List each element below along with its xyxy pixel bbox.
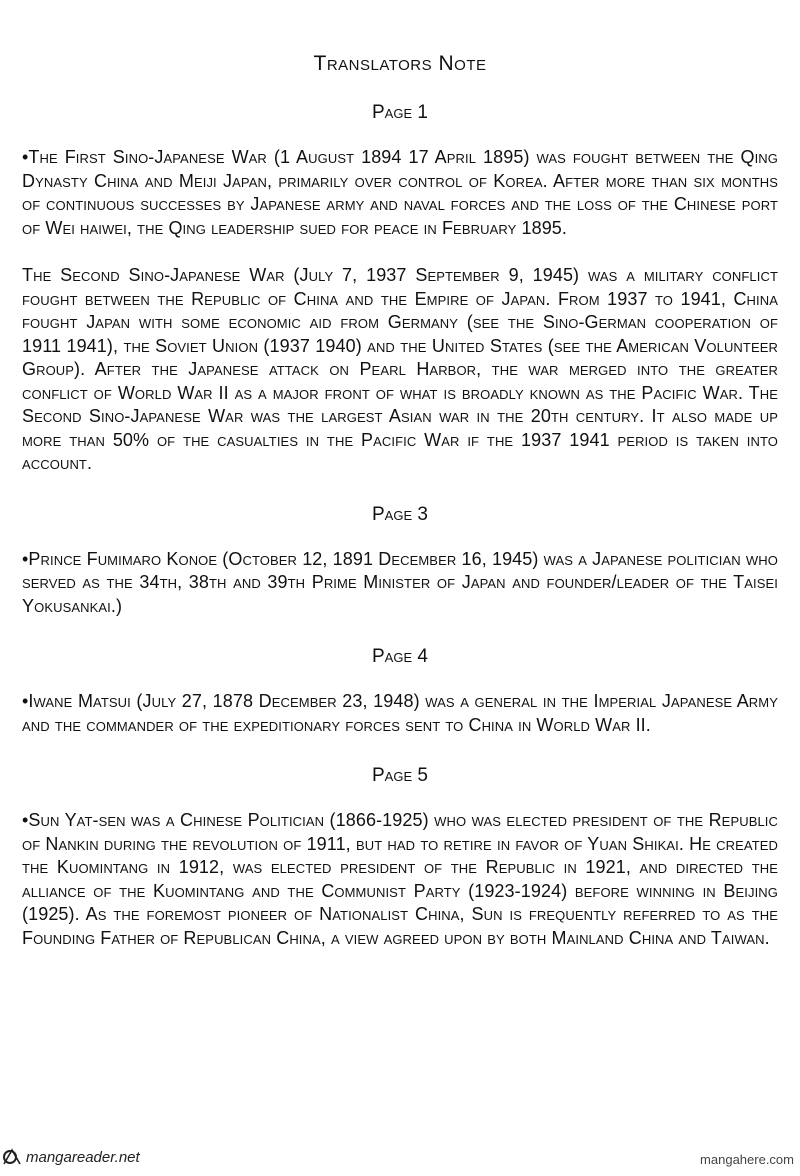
- section-heading: Page 4: [372, 646, 428, 667]
- section-page-4: [22, 646, 778, 737]
- section-page-1: [22, 102, 778, 476]
- watermark-left: [2, 1146, 140, 1168]
- section-paragraph: •Prince Fumimaro Konoe (October 12, 1891 December 16, 1945) was a Japanese politician who served as the 34th, 38th and 39th Prime Minister of Japan and founder/leader of the Taisei Yokusankai.): [22, 548, 778, 616]
- section-heading: Page 1: [372, 102, 428, 123]
- document-title: Translators Note: [313, 52, 487, 75]
- section-paragraph: •Sun Yat-sen was a Chinese Politician (1866-1925) who was elected president of the Republic of Nankin during the revolution of 1911, but had to retire in favor of Yuan Shikai. He created the Kuomintang in 1912, was elected president of the Republic in 1921, and directed the alliance of the Kuomintang and the Communist Party (1923-1924) before winning in Beijing (1925). As the foremost pioneer of Nationalist China, Sun is frequently referred to as the Founding Father of Republican China, a view agreed upon by both Mainland China and Taiwan.: [22, 810, 778, 948]
- section-paragraph: •The First Sino-Japanese War (1 August 1894 17 April 1895) was fought between the Qing Dynasty China and Meiji Japan, primarily over control of Korea. After more than six months of continuous successes by Japanese army and naval forces and the loss of the Chinese port of Wei haiwei, the Qing leadership sued for peace in February 1895.: [22, 147, 778, 238]
- mangareader-logo-icon: [2, 1146, 24, 1168]
- section-heading: Page 5: [372, 765, 428, 786]
- section-paragraph: •Iwane Matsui (July 27, 1878 December 23, 1948) was a general in the Imperial Japanese Army and the commander of the expeditionary forces sent to China in World War II.: [22, 691, 778, 735]
- section-page-5: [22, 765, 778, 950]
- section-paragraph: The Second Sino-Japanese War (July 7, 1937 September 9, 1945) was a military conflict fought between the Republic of China and the Empire of Japan. From 1937 to 1941, China fought Japan with some economic aid from Germany (see the Sino-German cooperation of 1911 1941), the Soviet Union (1937 1940) and the United States (see the American Volunteer Group). After the Japanese attack on Pearl Harbor, the war merged into the greater conflict of World War II as a major front of what is broadly known as the Pacific War. The Second Sino-Japanese War was the largest Asian war in the 20th century. It also made up more than 50% of the casualties in the Pacific War if the 1937 1941 period is taken into account.: [22, 265, 778, 473]
- section-page-3: [22, 504, 778, 619]
- watermark-right: mangahere.com: [700, 1152, 794, 1167]
- watermark-left-text: mangareader.net: [26, 1148, 140, 1166]
- section-heading: Page 3: [372, 503, 428, 525]
